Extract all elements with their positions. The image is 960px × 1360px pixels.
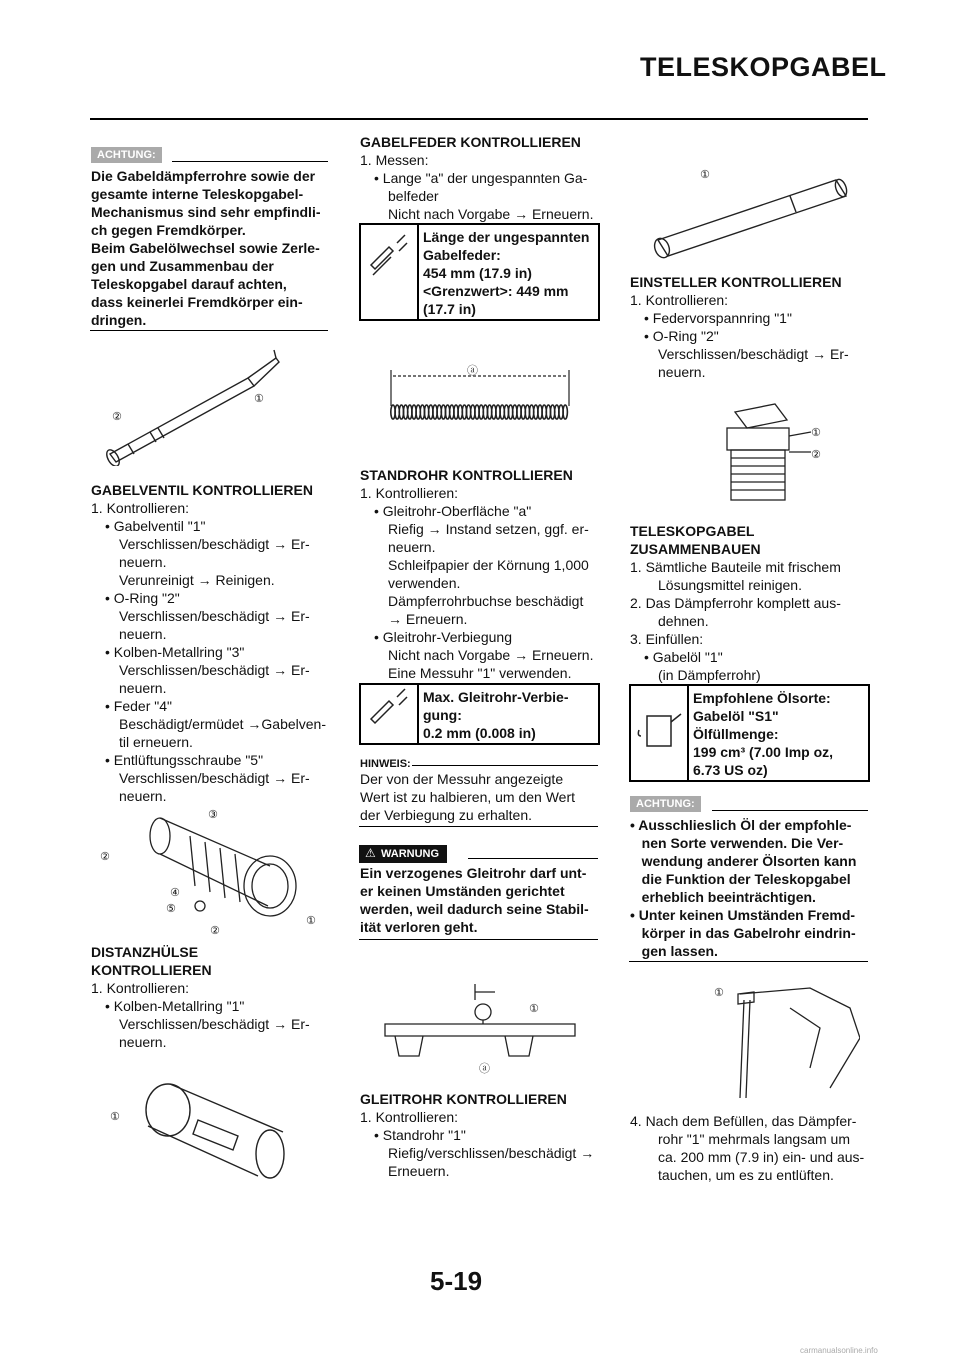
warnung-end-rule <box>359 939 598 940</box>
text-line: Ölfüllmenge: <box>693 726 779 742</box>
warnung-label: WARNUNG <box>381 848 440 860</box>
fig7-label-1: ① <box>811 427 821 439</box>
text-line: dringen. <box>91 312 147 328</box>
text-line: Beschädigt/ermüdet →Gabelven- <box>119 716 326 732</box>
spring-coil <box>563 405 567 419</box>
text-line: Verschlissen/beschädigt → Er- <box>119 1016 310 1032</box>
text-line: 6.73 US oz) <box>693 762 768 778</box>
fig7-label-2: ② <box>811 449 821 461</box>
text-line: dass keinerlei Fremdkörper ein- <box>91 294 303 310</box>
text-line: erheblich beeinträchtigen. <box>630 889 816 905</box>
text-line: 2. Das Dämpferrohr komplett aus- <box>630 595 841 611</box>
text-line: 1. Kontrollieren: <box>360 1109 459 1125</box>
fig1-label-2: ② <box>112 411 122 423</box>
text-line: Gabelöl "S1" <box>693 708 779 724</box>
text-line: • Kolben-Metallring "3" <box>105 644 245 660</box>
gleitrohr-steps <box>360 1108 605 1180</box>
text-line: Eine Messuhr "1" verwenden. <box>388 665 572 681</box>
text-line: Riefig → Instand setzen, ggf. er- <box>388 521 589 537</box>
text-line: 1. Kontrollieren: <box>91 980 190 996</box>
text-line: Dämpferrohrbuchse beschädigt <box>388 593 584 609</box>
text-line: neuern. <box>658 364 706 380</box>
text-line: dehnen. <box>658 613 709 629</box>
achtung-rule <box>172 161 328 162</box>
text-line: Ein verzogenes Gleitrohr darf unt- <box>360 865 587 881</box>
fig6-label-1: ① <box>700 169 710 181</box>
fig8-label-1: ① <box>714 987 724 999</box>
fig2-label-4: ④ <box>170 887 180 899</box>
distanzhuelse-illustration <box>108 1080 308 1180</box>
zusammen-heading-1: TELESKOPGABEL <box>630 523 755 539</box>
wrench-measure-icon-2 <box>361 685 419 743</box>
text-line: Beim Gabelölwechsel sowie Zerle- <box>91 240 320 256</box>
text-line: rohr "1" mehrmals langsam um <box>658 1131 851 1147</box>
achtung-end-rule <box>90 330 328 331</box>
oil-can-icon <box>631 686 689 780</box>
gabelfeder-steps <box>360 151 605 223</box>
text-line: Erneuern. <box>388 1163 450 1179</box>
text-line: Wert ist zu halbieren, um den Wert <box>360 789 576 805</box>
fig5-label-1: ① <box>529 1003 539 1015</box>
text-line: 4. Nach dem Befüllen, das Dämpfer- <box>630 1113 857 1129</box>
text-line: Länge der ungespannten <box>423 229 590 245</box>
text-line: neuern. <box>119 1034 167 1050</box>
warning-triangle-icon: ⚠ <box>365 846 376 860</box>
header-rule <box>90 118 868 120</box>
spec-verbiegung-text <box>423 688 594 742</box>
fig3-label-1: ① <box>110 1111 120 1123</box>
spec-oel-text <box>693 689 864 779</box>
hinweis-end-rule <box>359 826 598 827</box>
text-line: tauchen, um es zu entlüften. <box>658 1167 834 1183</box>
page-number: 5-19 <box>430 1266 483 1296</box>
spec-box-federlaenge <box>359 223 600 321</box>
text-line: 1. Sämtliche Bauteile mit frischem <box>630 559 841 575</box>
text-line: Riefig/verschlissen/beschädigt → <box>388 1145 595 1161</box>
fig2-label-1: ① <box>306 915 316 927</box>
hinweis-label: HINWEIS: <box>360 758 411 770</box>
text-line: • Lange "a" der ungespannten Ga- <box>374 170 588 186</box>
text-line: 199 cm³ (7.00 Imp oz, <box>693 744 834 760</box>
footer-watermark: carmanualsonline.info <box>800 1346 878 1355</box>
einsteller-steps <box>630 291 875 381</box>
text-line: <Grenzwert>: 449 mm <box>423 283 569 299</box>
hinweis-text <box>360 770 605 824</box>
text-line: Gabelfeder: <box>423 247 501 263</box>
achtung-text <box>91 167 331 329</box>
text-line: Die Gabeldämpferrohre sowie der <box>91 168 316 184</box>
text-line: Mechanismus sind sehr empfindli- <box>91 204 321 220</box>
distanz-heading-2: KONTROLLIEREN <box>91 962 212 978</box>
text-line: • Kolben-Metallring "1" <box>105 998 245 1014</box>
text-line: Lösungsmittel reinigen. <box>658 577 802 593</box>
text-line: gung: <box>423 707 462 723</box>
fig2-label-5: ⑤ <box>166 903 176 915</box>
text-line: neuern. <box>119 680 167 696</box>
ventil-assembly-illustration <box>100 806 325 936</box>
text-line: Verschlissen/beschädigt → Er- <box>119 770 310 786</box>
text-line: • Unter keinen Umständen Fremd- <box>630 907 856 923</box>
warnung-rule <box>468 858 598 859</box>
hinweis-rule <box>412 765 598 766</box>
text-line: nen Sorte verwenden. Die Ver- <box>630 835 844 851</box>
zusammen-heading-2: ZUSAMMENBAUEN <box>630 541 761 557</box>
standrohr-heading: STANDROHR KONTROLLIEREN <box>360 467 573 483</box>
text-line: Nicht nach Vorgabe → Erneuern. <box>388 206 594 222</box>
fig2-label-2b: ② <box>210 925 220 937</box>
text-line: (in Dämpferrohr) <box>658 667 761 683</box>
text-line: ität verloren geht. <box>360 919 478 935</box>
text-line: Verunreinigt → Reinigen. <box>119 572 275 588</box>
standrohr-steps <box>360 484 605 682</box>
text-line: • Entlüftungsschraube "5" <box>105 752 264 768</box>
fig5-label-a: ⓐ <box>479 1063 490 1075</box>
text-line: • Gabelöl "1" <box>644 649 723 665</box>
text-line: Teleskopgabel darauf achten, <box>91 276 287 292</box>
text-line: • Gabelventil "1" <box>105 518 206 534</box>
text-line: 454 mm (17.9 in) <box>423 265 532 281</box>
distanz-steps <box>91 979 336 1051</box>
text-line: neuern. <box>119 554 167 570</box>
warnung-text <box>360 864 605 936</box>
spec-federlaenge-text <box>423 228 594 318</box>
text-line: • Gleitrohr-Oberfläche "a" <box>374 503 532 519</box>
text-line: der Verbiegung zu erhalten. <box>360 807 533 823</box>
text-line: 0.2 mm (0.008 in) <box>423 725 536 741</box>
text-line: ca. 200 mm (7.9 in) ein- und aus- <box>658 1149 865 1165</box>
text-line: → Erneuern. <box>388 611 468 627</box>
spec-box-oel <box>629 684 870 782</box>
einsteller-heading: EINSTELLER KONTROLLIEREN <box>630 274 842 290</box>
achtung-rule-2 <box>712 810 868 811</box>
fig2-label-2a: ② <box>100 851 110 863</box>
text-line: • Feder "4" <box>105 698 172 714</box>
text-line: er keinen Umständen gerichtet <box>360 883 565 899</box>
text-line: 1. Kontrollieren: <box>91 500 190 516</box>
spec-box-verbiegung <box>359 683 600 745</box>
fig4-label-a: ⓐ <box>467 365 478 377</box>
step4-text <box>630 1112 875 1184</box>
text-line: die Funktion der Teleskopgabel <box>630 871 851 887</box>
text-line: gesamte interne Teleskopgabel- <box>91 186 304 202</box>
text-line: wendung anderer Ölsorten kann <box>630 853 857 869</box>
text-line: Verschlissen/beschädigt → Er- <box>119 662 310 678</box>
text-line: til erneuern. <box>119 734 193 750</box>
text-line: Der von der Messuhr angezeigte <box>360 771 564 787</box>
achtung-badge: ACHTUNG: <box>91 147 162 163</box>
text-line: (17.7 in) <box>423 301 476 317</box>
text-line: • Ausschlieslich Öl der empfohle- <box>630 817 852 833</box>
text-line: Empfohlene Ölsorte: <box>693 690 831 706</box>
text-line: Verschlissen/beschädigt → Er- <box>658 346 849 362</box>
text-line: • Federvorspannring "1" <box>644 310 792 326</box>
text-line: werden, weil dadurch seine Stabil- <box>360 901 589 917</box>
gleitrohr-messung-illustration <box>375 980 585 1075</box>
achtung-badge-2: ACHTUNG: <box>630 796 701 812</box>
fig2-label-3: ③ <box>208 809 218 821</box>
text-line: Max. Gleitrohr-Verbie- <box>423 689 569 705</box>
text-line: neuern. <box>388 539 436 555</box>
text-line: Verschlissen/beschädigt → Er- <box>119 536 310 552</box>
text-line: neuern. <box>119 788 167 804</box>
warnung-badge <box>359 845 447 863</box>
text-line: 1. Kontrollieren: <box>630 292 729 308</box>
text-line: körper in das Gabelrohr eindrin- <box>630 925 856 941</box>
text-line: neuern. <box>119 626 167 642</box>
standrohr-illustration <box>640 162 860 262</box>
text-line: 3. Einfüllen: <box>630 631 704 647</box>
text-line: 1. Kontrollieren: <box>360 485 459 501</box>
gabelfeder-illustration <box>385 360 577 426</box>
achtung-text-2 <box>630 816 875 960</box>
gleitrohr-heading: GLEITROHR KONTROLLIEREN <box>360 1091 567 1107</box>
wrench-measure-icon <box>361 225 419 319</box>
einsteller-illustration <box>715 400 835 505</box>
gabelfeder-heading: GABELFEDER KONTROLLIEREN <box>360 134 581 150</box>
page-title: TELESKOPGABEL <box>640 52 887 82</box>
text-line: Nicht nach Vorgabe → Erneuern. <box>388 647 594 663</box>
text-line: 1. Messen: <box>360 152 429 168</box>
zusammen-steps <box>630 558 875 684</box>
text-line: • Standrohr "1" <box>374 1127 466 1143</box>
text-line: gen und Zusammenbau der <box>91 258 274 274</box>
entlueften-illustration <box>710 978 860 1108</box>
text-line: • O-Ring "2" <box>105 590 180 606</box>
distanz-heading-1: DISTANZHÜLSE <box>91 944 199 960</box>
fig1-label-1: ① <box>254 393 264 405</box>
text-line: ch gegen Fremdkörper. <box>91 222 246 238</box>
gabelventil-heading: GABELVENTIL KONTROLLIEREN <box>91 482 313 498</box>
gabelventil-illustration <box>98 346 298 466</box>
text-line: Schleifpapier der Körnung 1,000 <box>388 557 589 573</box>
text-line: • O-Ring "2" <box>644 328 719 344</box>
achtung-end-rule-2 <box>629 961 868 962</box>
text-line: verwenden. <box>388 575 461 591</box>
text-line: Verschlissen/beschädigt → Er- <box>119 608 310 624</box>
gabelventil-steps <box>91 499 336 805</box>
text-line: • Gleitrohr-Verbiegung <box>374 629 512 645</box>
text-line: gen lassen. <box>630 943 718 959</box>
text-line: belfeder <box>388 188 439 204</box>
